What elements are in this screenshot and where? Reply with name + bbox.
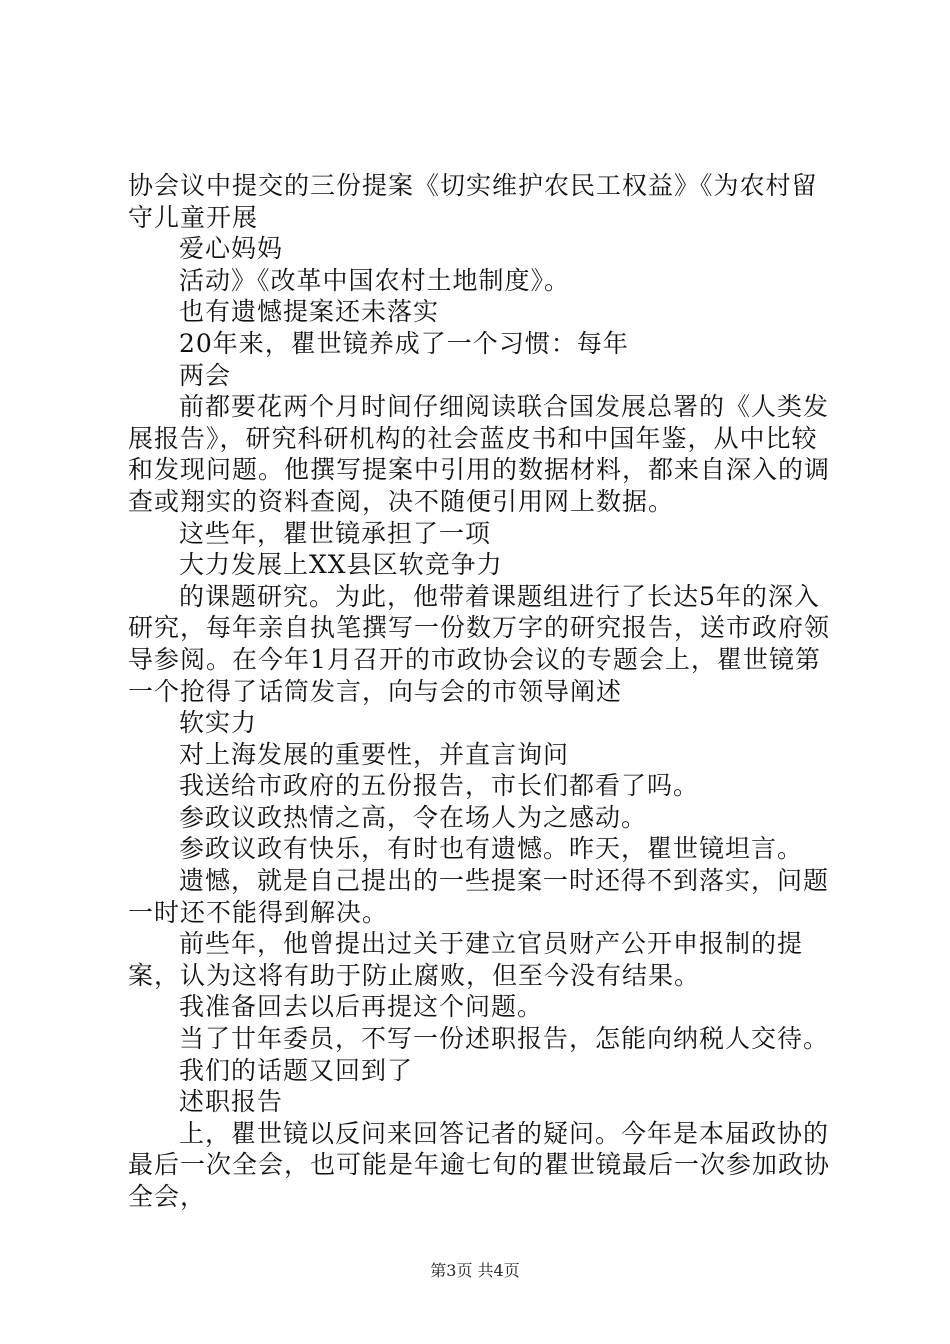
paragraph-3: 也有遗憾提案还未落实: [179, 297, 440, 327]
paragraph-17: 我准备回去以后再提这个问题。: [179, 992, 544, 1022]
paragraph-19: 我们的话题又回到了: [179, 1055, 414, 1085]
document-body: [128, 170, 840, 1213]
paragraph-10: 软实力: [179, 708, 258, 738]
paragraph-1: 爱心妈妈: [179, 234, 284, 264]
paragraph-13: 参政议政热情之高，令在场人为之感动。: [179, 802, 648, 832]
paragraph-0: 协会议中提交的三份提案《切实维护农民工权益》《为农村留守儿童开展: [128, 171, 818, 232]
page-number-footer: 第3页 共4页: [430, 1261, 520, 1280]
paragraph-21: 上，瞿世镜以反问来回答记者的疑问。今年是本届政协的最后一次全会，也可能是年逾七旬的瞿世镜最后一次参加政协全会，: [128, 1118, 831, 1211]
paragraph-8: 大力发展上XX县区软竞争力: [179, 550, 503, 580]
paragraph-15: 遗憾，就是自己提出的一些提案一时还得不到落实，问题一时还不能得到解决。: [128, 866, 830, 927]
paragraph-16: 前些年，他曾提出过关于建立官员财产公开申报制的提案，认为这将有助于防止腐败，但至今没有结果。: [128, 929, 804, 990]
paragraph-6: 前都要花两个月时间仔细阅读联合国发展总署的《人类发展报告》，研究科研机构的社会蓝皮书和中国年鉴，从中比较和发现问题。他撰写提案中引用的数据材料，都来自深入的调查或翔实的资料查阅，决不随便引用网上数据。: [128, 392, 831, 516]
paragraph-5: 两会: [179, 360, 232, 390]
paragraph-9: 的课题研究。为此，他带着课题组进行了长达5年的深入研究，每年亲自执笔撰写一份数万字的研究报告，送市政府领导参阅。在今年1月召开的市政协会议的专题会上，瞿世镜第一个抢得了话筒发言，向与会的市领导阐述: [128, 581, 831, 706]
paragraph-18: 当了廿年委员，不写一份述职报告，怎能向纳税人交待。: [179, 1024, 830, 1054]
paragraph-2: 活动》《改革中国农村土地制度》。: [179, 265, 571, 295]
paragraph-14: 参政议政有快乐，有时也有遗憾。昨天，瞿世镜坦言。: [179, 834, 804, 864]
paragraph-7: 这些年，瞿世镜承担了一项: [179, 518, 492, 548]
paragraph-20: 述职报告: [179, 1087, 284, 1117]
paragraph-11: 对上海发展的重要性，并直言询问: [179, 739, 570, 769]
paragraph-12: 我送给市政府的五份报告，市长们都看了吗。: [179, 771, 700, 801]
paragraph-4: 20年来，瞿世镜养成了一个习惯：每年: [179, 328, 629, 358]
